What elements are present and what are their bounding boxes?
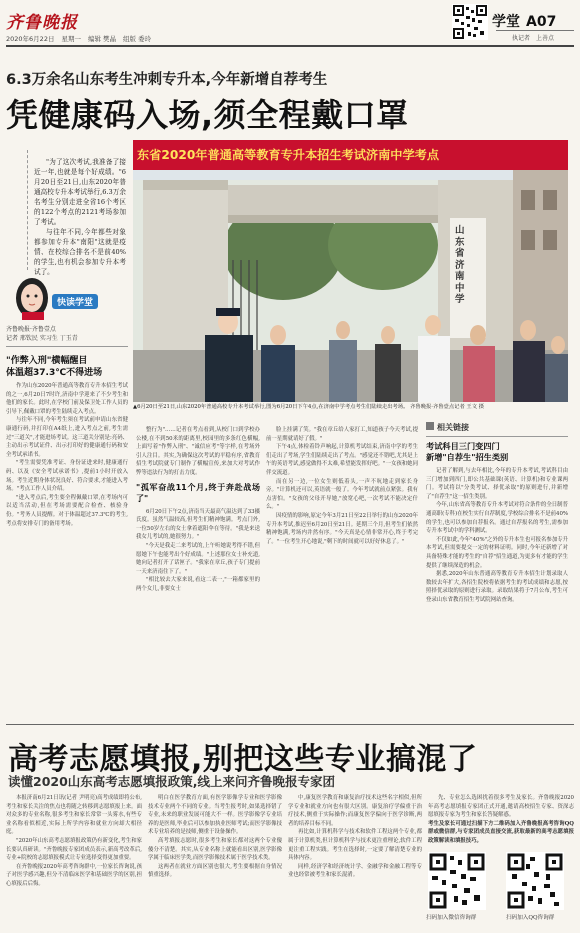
article2-col4: 先、专业怎么选困扰着很多考生及家长。齐鲁晚报2020年高考志愿填报专家团正式开通,邀请高校招生专家、资深志愿填报专家为考生和家长答疑解惑。 考生及家长可通过扫描下方二维码加入齐鲁晚报高考咨询QQ群或微信群,与专家团成员直接交流,获取最新的高考志愿填报政策解读和填报技巧。 xyxy=(428,795,574,844)
section-divider xyxy=(6,724,574,725)
wechat-qr-label: 扫码加入微信咨询群 xyxy=(426,915,477,921)
article1-headline: 凭健康码入场,须全程戴口罩 xyxy=(6,96,409,134)
column-label-badge: 快读学堂 xyxy=(52,294,98,309)
article2-kicker: 读懂2020山东高考志愿填报政策,线上来问齐鲁晚报专家团 xyxy=(8,774,336,789)
related-link-label: 相关链接 xyxy=(426,422,568,437)
article2-headline: 高考志愿填报,别把这些专业搞混了 xyxy=(8,742,478,777)
article1-kicker: 6.3万余名山东考生冲刺专升本,今年新增自荐考生 xyxy=(6,72,328,88)
newspaper-logo: 齐鲁晚报 xyxy=(6,13,78,33)
header-qr-code-icon xyxy=(452,4,488,40)
byline-rule xyxy=(6,346,128,347)
exam-site-photo xyxy=(133,140,568,402)
article1-body-col2: 整行为"……记者在考点看到,从校门口到学校办公楼,在不到50米的距离里,校园里的多条红色横幅,上面写着"作弊入刑"、"诚信应考"等字样,在考场外引人注目。其实,为确保这次考试的平稳有序,省教育招生考试院就专门制作了横幅宣传,来加大对考试作弊等违法行为的打击力度。 "孤军奋战11个月,终于奔赴战场了" 6月20日下午2点,济南当天最高气温达到了33摄氏度。虽然气温较高,但考生们精神饱满。考点门外,一位50岁左右的女士拿着遮阳伞在等待。"我是来送我女儿考试的,她很努力。" "今天是我走二来考试的,上午听她说考得不错,但愿她下午也能考出个好成绩。"上述那位女士补充道,她向记者打开了话匣子。"我家在章丘,孩子专门提前一天来济南住下了。" "相比较去大家来说,看这二表一,"一箱都家里的两个女儿,非要女士 xyxy=(136,427,260,592)
qq-qr-code-icon xyxy=(506,852,564,910)
section-label: 学堂 A07 xyxy=(492,14,557,30)
article2-col2: 明白在医学教育方面,有医学影像学专业和医学影像技术专业两个不同的专业。当考生报考时,如果选择错了专业,未来的职业发展可能大不一样。医学影像学专业培养的是医师,毕业后可以参加执业医师考试;而医学影像技术专业培养的是技师,侧重于设备操作。 高考填报志愿时,很多考生和家长都对这两个专业傻傻分不清楚。其实,从专业名称上就能看出区别,医学影像学属于临床医学类,而医学影像技术属于医学技术类。 这两者在就业方面区别也很大,考生要根据自身情况慎重选择。 xyxy=(148,795,282,879)
related-title: 考试科目三门变四门 新增"自荐生"招生类别 xyxy=(426,441,509,462)
article2-col1: 本报济南6月21日讯(记者 尹明亮)高考成绩即将公布,考生和家长关注的焦点也将随之转移到志愿填报上来。面对众多的专业名称,很多考生和家长常常一头雾水,有些专业名称看似相近,实际上所学内容和就业方向却大相径庭。 "2020年山东高考志愿填报政策仍有新变化,考生和家长要认真研读。"齐鲁晚报专家团成员表示,新高考改革后,专业+院校的志愿填报模式让专业选择变得更加重要。 在齐鲁晚报2020年高考咨询群中,一位家长咨询说,孩子对医学感兴趣,但分不清临床医学和基础医学的区别,担心填报后后悔。 xyxy=(6,795,142,887)
photo-caption: ▲6月20日至21日,山东2020年普通高校专升本考试举行,图为6月20日下午4点,在济南中学考点考生们陆续走出考场。 齐鲁晚报·齐鲁壹点记者 王文 摄 xyxy=(133,404,485,410)
article1-byline: 齐鲁晚报·齐鲁壹点 记者 邢钦民 实习生 丁玉青 xyxy=(6,326,78,342)
article1-intro: "为了这次考试,我准备了接近一年,也就是每个好成绩。"6月20日至21日,山东2020年普通高校专升本考试举行,6.3万余名考生分别走进全省16个考区的122个考点的2121考场参加了考试。 与往年不同,今年都些对象都参加专升本"南阳"这就是疫情、在校综合排名不是前40%的学生,也有机会参加专升本考试了。 xyxy=(34,158,126,276)
related-body: 记者了解到,与去年相比,今年的专升本考试,考试科目由三门增加到四门,即公共基础课(英语、计算机)和专业课两门。考试将以"分类考试、择优录取"的原则进行,并新增了"自荐生"这一招生类别。 今年,山东省高等教育专升本考试对符合条件的全日制普通高职(专科)在校生实行自荐制度,学校综合排名不是前40%的学生,也可以参加自荐报名。通过自荐报名的考生,需参加专升本考试中的学科测试。 不仅如此,今年"40%"之外的专升本生也可报名参加专升本考试,但需要提交一定的材料证明。同时,今年还新增了对具备特殊才能的考生的"自荐"招生通道,为更多有才能的学生提供了继续深造的机会。 据悉,2020年山东普通高等教育专升本招生计划录取人数较去年扩大,各招生院校将依据考生的考试成绩和志愿,按照择优录取的原则进行录取。录取结果将于7月公布,考生可登录山东省教育招生考试院网站查询。 xyxy=(426,468,568,603)
wechat-qr-code-icon xyxy=(428,852,486,910)
photo-banner-text: 东省2020年普通高等教育专升本招生考试济南中学考点 xyxy=(137,148,440,162)
article1-body-col3: 脸上挂满了笑。"我在章丘给人家打工,知道孩子今天考试,提前一星期就请好了假。" 下午4点,体检着铃声响起,计算机考试结束,济南中学的考生们走出了考场,学生们陆续走出了考点。"感觉还不错吧,尤其是上午的英语考试,感觉做得不太难,希望能发挥好吧。"一女孩和她同伴交流道。 而在另一边,一位女生则低着头,一声不吭地走到家长身旁。"计算机还可以,英语就一般了。今年考试就前点紧张。我有点害怕。"女孩的父母开导她,"放宽心吧,一次考试不能决定什么。" 因疫情的影响,原定今年3月21日至22日举行的山东2020年专升本考试,推迟至6月20日至21日。延期三个月,但考生们依然精神饱满,考场内井然有序。"今天真是心情非常开心,终于考完了。"一位考生开心地说,"剩下的时间就可以好好休息了。" xyxy=(266,427,418,545)
header-rule xyxy=(6,45,574,47)
square-icon xyxy=(426,422,434,430)
qq-qr-label: 扫码加入QQ咨询群 xyxy=(506,915,555,921)
article1-subhead-1: "作弊入刑"横幅醒目 体温超37.3℃不得进场 xyxy=(6,356,103,378)
gate-sign-text: 山东省济南中学 xyxy=(455,225,465,305)
issue-date: 2020年6月22日 星期一 编辑 樊晶 组版 委玲 xyxy=(6,35,152,43)
article1-body-col1: 作为山东2020年普通高等教育专升本招生考试的之一,6月20日7时许,济南中学迎来了不少考生和他们的家长。此时,在学校门前及保卫处工作人员的引导下,佩戴口罩的考生陆续走入考点。 与往年不同,今年考生须在考试前申请山东省健康通行码,并打印在A4纸上,进入考点之前,考生需过"三道关",才能进场考试。这三道关分别是:亮码、主动出示考试证件、出示打印好的健康通行码和安全考试承诺书。 "考生需要凭准考证、身份证进来时,健康通行码、以及《安全考试承诺书》,提前1小时开放入场。考生近期身体状况良好、符合要求,才能进入考场。"考点工作人员介绍。 "进入考点后,考生要全程佩戴口罩,在考场内可以适当活动,但在考场需要配合检查、核验身份。"考务人员提醒。对于体温超过37.3℃的考生,考点将安排专门的备用考场。 xyxy=(6,383,128,527)
section-roles: 执记者 上善点 xyxy=(512,35,555,42)
article2-col3: 中,康复医学教育和康复治疗技术这些名字相似,但所学专业和就业方向也有很大区别。康复治疗学偏重于治疗技术,侧重于实际操作;而康复医学偏向于医学诊断,两者的培养目标不同。 再比如,计算机科学与技术和软件工程这两个专业,都属于计算机类,但计算机科学与技术更注重理论,软件工程更注重工程实践。考生在选择时,一定要了解清楚专业的具体内容。 同样,经济学和经济统计学、金融学和金融工程等专业也经常被考生和家长混淆。 xyxy=(288,795,422,879)
